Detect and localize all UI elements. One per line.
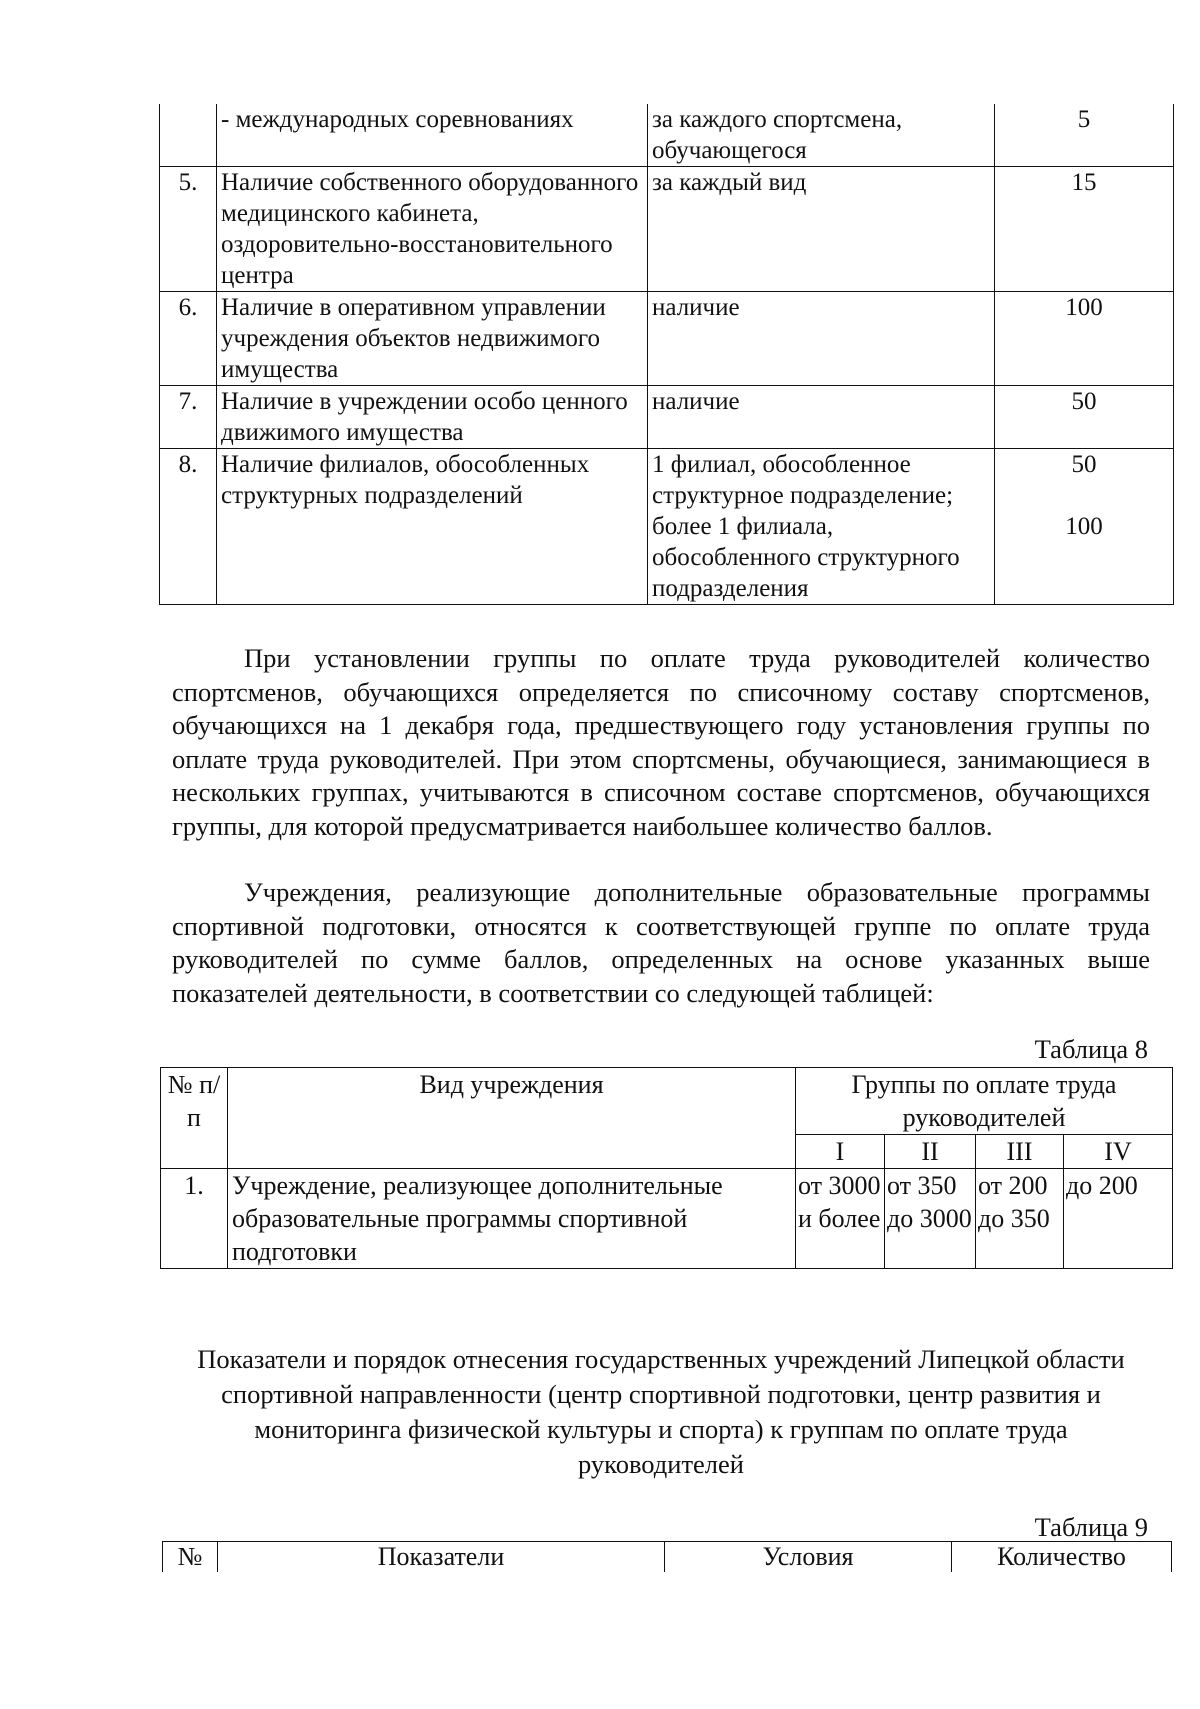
points-cell: 50 [995, 386, 1174, 449]
table-header-row [163, 1542, 1172, 1573]
header-group-3: III [976, 1135, 1064, 1169]
row-number: 1. [161, 1169, 228, 1269]
row-number: 6. [160, 292, 217, 386]
table-caption: Таблица 9 [1034, 1512, 1148, 1542]
condition-cell: за каждого спортсмена, обучающегося [648, 104, 995, 167]
points-cell [995, 449, 1174, 605]
table-row [161, 1169, 1173, 1269]
header-quantity: Количество [952, 1542, 1172, 1573]
indicator-cell: Наличие филиалов, обособленных структурных подразделений [217, 449, 648, 605]
institution-type-cell: Учреждение, реализующее дополнительные образовательные программы спортивной подготовки [228, 1169, 796, 1269]
points-cell: 100 [995, 292, 1174, 386]
indicators-table-9 [162, 1541, 1172, 1572]
indicator-cell: Наличие собственного оборудованного медицинского кабинета, оздоровительно-восстановительного центра [217, 167, 648, 292]
indicators-table-continued [159, 104, 1174, 605]
header-indicators: Показатели [218, 1542, 665, 1573]
condition-cell [648, 449, 995, 605]
condition-cell: наличие [648, 386, 995, 449]
table-row [160, 167, 1174, 292]
groups-table [160, 1067, 1173, 1269]
indicator-cell: Наличие в оперативном управлении учреждения объектов недвижимого имущества [217, 292, 648, 386]
header-group-2: II [885, 1135, 976, 1169]
header-group-1: I [796, 1135, 885, 1169]
points-cell: 5 [995, 104, 1174, 167]
indicator-cell: - международных соревнованиях [217, 104, 648, 167]
group-4-cell: до 200 [1064, 1169, 1173, 1269]
condition-cell: за каждый вид [648, 167, 995, 292]
table-header-row [161, 1068, 1173, 1135]
header-type: Вид учреждения [228, 1068, 796, 1169]
points-option-1: 50 [1071, 451, 1097, 478]
table-row [160, 449, 1174, 605]
group-1-cell: от 3000 и более [796, 1169, 885, 1269]
row-number: 8. [160, 449, 217, 605]
section-heading: Показатели и порядок отнесения государственных учреждений Липецкой области спортивной направленности (центр спортивной подготовки, центр развития и мониторинга физической культуры и спорта) к группам по оплате труда руководителей [197, 1344, 1125, 1479]
group-2-cell: от 350 до 3000 [885, 1169, 976, 1269]
body-paragraph: При установлении группы по оплате труда руководителей количество спортсменов, обучающихся определяется по списочному составу спортсменов, обучающихся на 1 декабря года, предшествующего году установления группы по оплате труда руководителей. При этом спортсмены, обучающиеся, занимающиеся в нескольких группах, учитываются в списочном составе спортсменов, обучающихся группы, для которой предусматривается наибольшее количество баллов. [172, 643, 1150, 841]
header-number: № [163, 1542, 218, 1573]
header-conditions: Условия [665, 1542, 952, 1573]
group-3-cell: от 200 до 350 [976, 1169, 1064, 1269]
row-number: 5. [160, 167, 217, 292]
condition-cell: наличие [648, 292, 995, 386]
header-group-4: IV [1064, 1135, 1173, 1169]
points-cell: 15 [995, 167, 1174, 292]
indicator-cell: Наличие в учреждении особо ценного движимого имущества [217, 386, 648, 449]
row-number: 7. [160, 386, 217, 449]
table-row [160, 292, 1174, 386]
table-row [160, 386, 1174, 449]
header-number: № п/п [161, 1068, 228, 1169]
table-caption: Таблица 8 [1034, 1034, 1148, 1064]
condition-option-2: более 1 филиала, обособленного структурного подразделения [652, 513, 960, 602]
header-groups: Группы по оплате труда руководителей [796, 1068, 1173, 1135]
table-row [160, 104, 1174, 167]
points-option-2: 100 [1065, 513, 1103, 540]
condition-option-1: 1 филиал, обособленное структурное подразделение; [652, 451, 954, 509]
body-paragraph: Учреждения, реализующие дополнительные образовательные программы спортивной подготовки, относятся к соответствующей группе по оплате труда руководителей по сумме баллов, определенных на основе указанных выше показателей деятельности, в соответствии со следующей таблицей: [172, 877, 1150, 1008]
row-number [160, 104, 217, 167]
